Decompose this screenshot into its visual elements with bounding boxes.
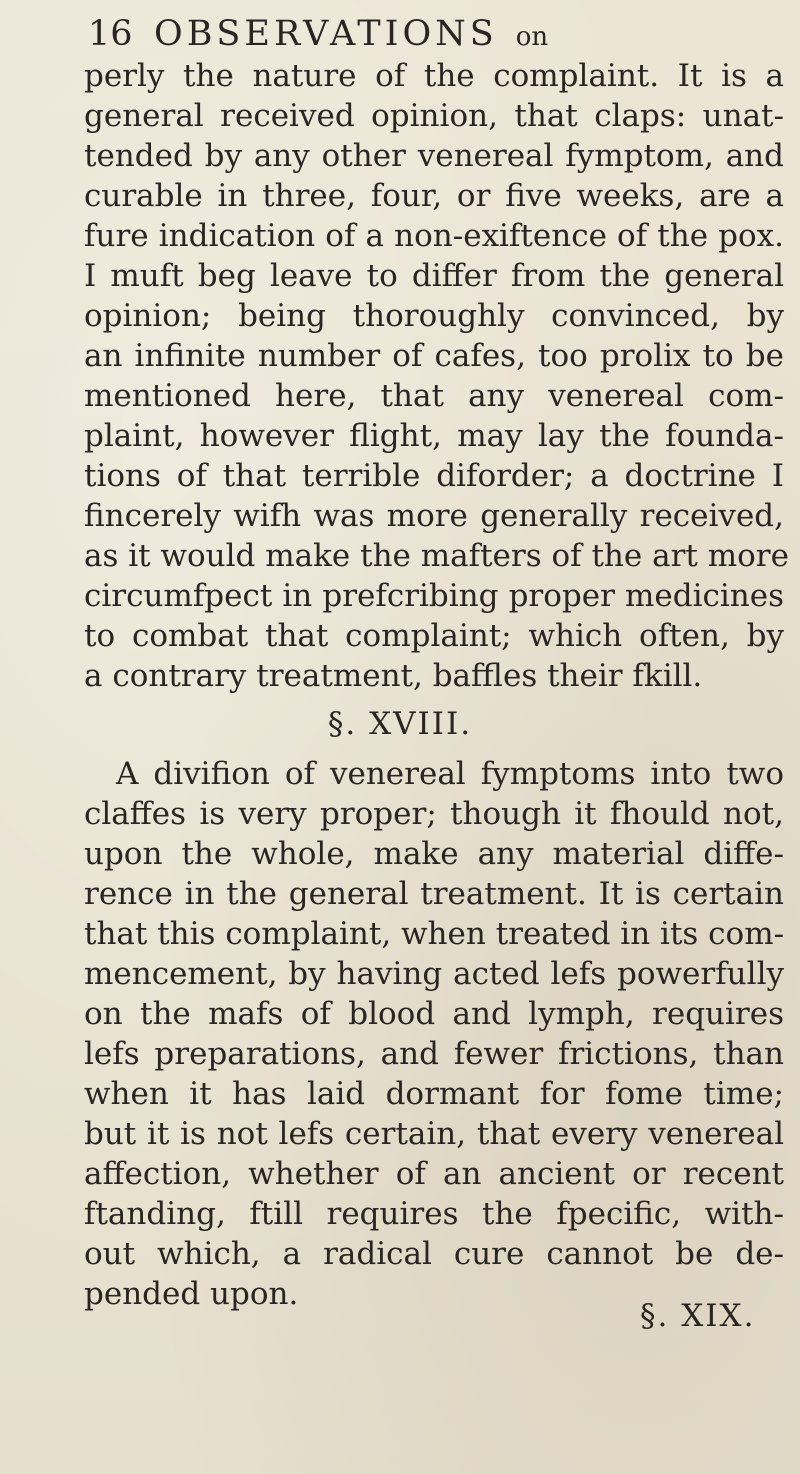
text-line: an infinite number of cafes, too prolix to be — [84, 338, 784, 374]
text-line: curable in three, four, or five weeks, are a — [84, 178, 784, 214]
text-line: claffes is very proper; though it fhould not, — [84, 796, 784, 832]
text-line: plaint, however flight, may lay the founda- — [84, 418, 784, 454]
text-line: opinion; being thoroughly convinced, by — [84, 298, 784, 334]
text-line: general received opinion, that claps: unat- — [84, 98, 784, 134]
text-line: A divifion of venereal fymptoms into two — [116, 756, 784, 792]
text-line: fure indication of a non-exiftence of the pox. — [84, 218, 784, 254]
text-line: tended by any other venereal fymptom, and — [84, 138, 784, 174]
text-line: tions of that terrible diforder; a doctrine I — [84, 458, 784, 494]
section-heading-18: §. XVIII. — [327, 706, 473, 742]
text-line: but it is not lefs certain, that every venereal — [84, 1116, 784, 1152]
text-line: when it has laid dormant for fome time; — [84, 1076, 784, 1112]
text-line: that this complaint, when treated in its com- — [84, 916, 785, 952]
text-line: pended upon. — [84, 1276, 299, 1312]
text-line: I muft beg leave to differ from the general — [84, 258, 784, 294]
text-line: upon the whole, make any material diffe- — [84, 836, 784, 872]
section-heading-19: §. XIX. — [640, 1298, 756, 1334]
page-header — [88, 12, 788, 56]
running-head: OBSERVATIONS — [154, 14, 498, 54]
text-line: to combat that complaint; which often, by — [84, 618, 784, 654]
text-line: out which, a radical cure cannot be de- — [84, 1236, 784, 1272]
text-line: as it would make the mafters of the art more — [84, 538, 789, 574]
running-head-suffix: on — [515, 22, 549, 52]
text-line: a contrary treatment, baffles their fkill. — [84, 658, 703, 694]
text-line: rence in the general treatment. It is certain — [84, 876, 784, 912]
text-line: mentioned here, that any venereal com- — [84, 378, 784, 414]
text-line: ftanding, ftill requires the fpecific, with- — [84, 1196, 784, 1232]
text-line: mencement, by having acted lefs powerfully — [84, 956, 784, 992]
text-line: perly the nature of the complaint. It is a — [84, 58, 784, 94]
text-line: lefs preparations, and fewer frictions, than — [84, 1036, 784, 1072]
page-number: 16 — [88, 14, 133, 54]
text-line: affection, whether of an ancient or recent — [84, 1156, 784, 1192]
text-line: fincerely wifh was more generally received, — [84, 498, 784, 534]
text-line: on the mafs of blood and lymph, requires — [84, 996, 784, 1032]
text-line: circumfpect in prefcribing proper medicines — [84, 578, 784, 614]
